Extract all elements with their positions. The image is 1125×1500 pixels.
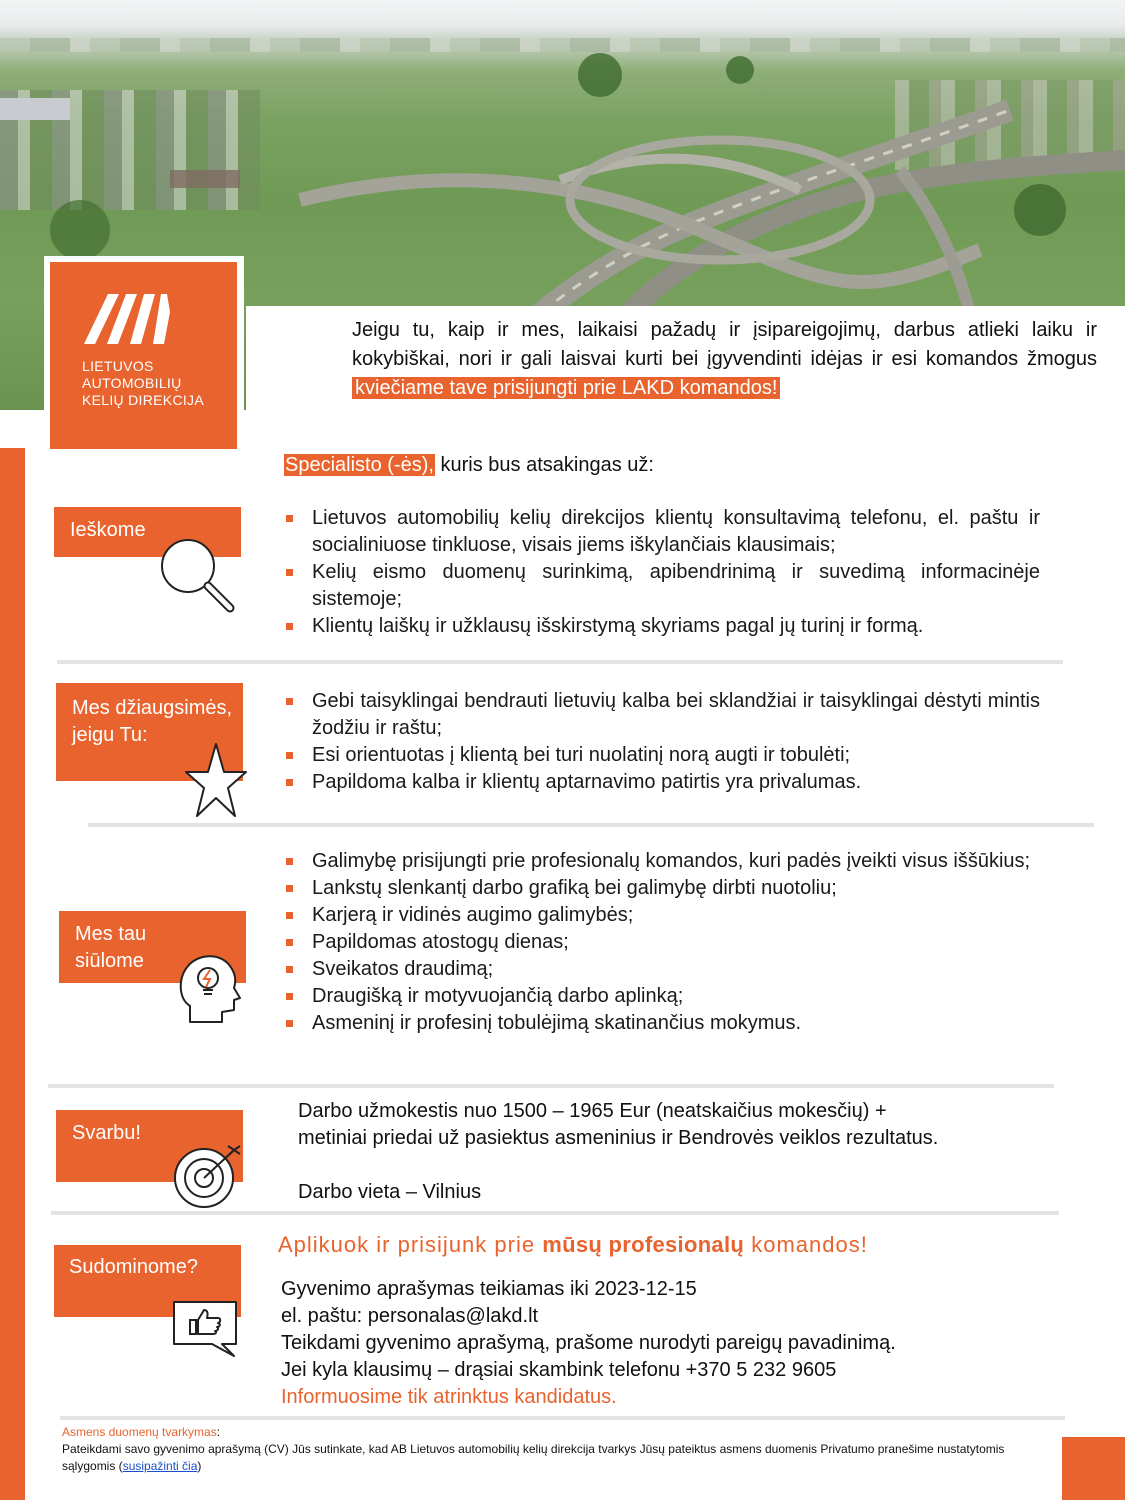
apply-email: el. paštu: personalas@lakd.lt [281,1305,539,1327]
logo-line-2: AUTOMOBILIŲ [82,375,182,391]
seeking-lead-highlight: Specialisto (-ės), [285,454,434,476]
apply-instruction: Teikdami gyvenimo aprašymą, prašome nurodyti pareigų pavadinimą. [281,1332,896,1354]
list-item: Draugišką ir motyvuojančią darbo aplinką; [284,983,1040,1010]
star-icon [188,742,248,818]
list-item: Klientų laiškų ir užklausų išskirstymą skyriams pagal jų turinį ir formą. [284,613,1040,640]
list-item: Sveikatos draudimą; [284,956,1040,983]
tag-apply-label: Sudominome? [69,1256,198,1278]
apply-phone: Jei kyla klausimų – drąsiai skambink telefonu +370 5 232 9605 [281,1359,837,1381]
apply-text [281,1276,1061,1411]
apply-cta [278,1232,1058,1258]
intro-body: Jeigu tu, kaip ir mes, laikaisi pažadų ir įsipareigojimų, darbus atlieki laiku ir kokybiškai, nori ir gali laisvai kurti bei įgyvendinti idėjas ir esi komandos žmogus [352,319,1097,370]
list-item: Asmeninį ir profesinį tobulėjimą skatinančius mokymus. [284,1010,1040,1037]
list-item: Lankstų slenkantį darbo grafiką bei galimybę dirbti nuotoliu; [284,875,1040,902]
apply-note: Informuosime tik atrinktus kandidatus. [281,1386,617,1408]
intro-highlight: kviečiame tave prisijungti prie LAKD komandos! [352,377,780,399]
important-text [298,1098,1058,1206]
work-location: Darbo vieta – Vilnius [298,1181,482,1203]
seeking-lead-text: kuris bus atsakingas už: [440,454,654,476]
list-item: Papildomas atostogų dienas; [284,929,1040,956]
tag-offer-label: Mes tau siūlome [75,923,147,972]
seeking-lead [284,452,654,479]
salary-line-2: metiniai priedai už pasiektus asmeninius ir Bendrovės veiklos rezultatus. [298,1127,939,1149]
lakd-logo-icon [50,262,237,449]
salary-line-1: Darbo užmokestis nuo 1500 – 1965 Eur (neatskaičius mokesčių) + [298,1100,887,1122]
list-item: Esi orientuotas į klientą bei turi nuolatinį norą augti ir tobulėti; [284,742,1040,769]
corner-accent [1062,1437,1125,1500]
tag-glad-label: Mes džiaugsimės, jeigu Tu: [72,697,233,746]
seeking-list [284,505,1040,640]
glad-list [284,688,1040,796]
list-item: Gebi taisyklingai bendrauti lietuvių kalba bei sklandžiai ir taisyklingai dėstyti mintis žodžiu ir raštu; [284,688,1040,742]
cta-bold: mūsų profesionalų [542,1232,745,1257]
offer-list [284,848,1040,1037]
logo-line-3: KELIŲ DIREKCIJA [82,392,204,408]
divider [88,823,1094,827]
logo-wordmark [82,358,232,409]
intro-text [352,316,1097,403]
footer-close: ) [197,1459,202,1473]
magnifier-icon [158,536,242,616]
privacy-footer [62,1424,1052,1475]
target-icon [174,1142,244,1212]
tag-seeking-label: Ieškome [70,519,146,541]
logo-line-1: LIETUVOS [82,358,154,374]
head-lightbulb-icon [176,950,242,1026]
privacy-link[interactable]: susipažinti čia [122,1459,198,1473]
divider [48,1084,1054,1088]
footer-title: Asmens duomenų tvarkymas [62,1425,217,1439]
logo [50,262,237,449]
cta-pre: Aplikuok ir prisijunk prie [278,1232,536,1257]
divider [51,1211,1059,1215]
list-item: Papildoma kalba ir klientų aptarnavimo patirtis yra privalumas. [284,769,1040,796]
footer-text: Pateikdami savo gyvenimo aprašymą (CV) Jūs sutinkate, kad AB Lietuvos automobilių kelių direkcija tvarkys Jūsų pateiktus asmens duomenis Privatumo pranešime nustatytomis sąlygomis ( [62,1442,1005,1473]
list-item: Lietuvos automobilių kelių direkcijos klientų konsultavimą telefonu, el. paštu ir socialiniuose tinkluose, visais jiems iškylančiais klausimais; [284,505,1040,559]
list-item: Galimybę prisijungti prie profesionalų komandos, kuri padės įveikti visus iššūkius; [284,848,1040,875]
tag-important-label: Svarbu! [72,1122,141,1144]
divider [60,1416,1065,1420]
cta-post: komandos! [751,1232,868,1257]
list-item: Karjerą ir vidinės augimo galimybės; [284,902,1040,929]
list-item: Kelių eismo duomenų surinkimą, apibendrinimą ir suvedimą informacinėje sistemoje; [284,559,1040,613]
left-accent-bar [0,448,25,1500]
footer-colon: : [216,1425,221,1439]
thumbs-up-chat-icon [172,1300,242,1360]
cv-deadline: Gyvenimo aprašymas teikiamas iki 2023-12-15 [281,1278,697,1300]
divider [57,660,1063,664]
